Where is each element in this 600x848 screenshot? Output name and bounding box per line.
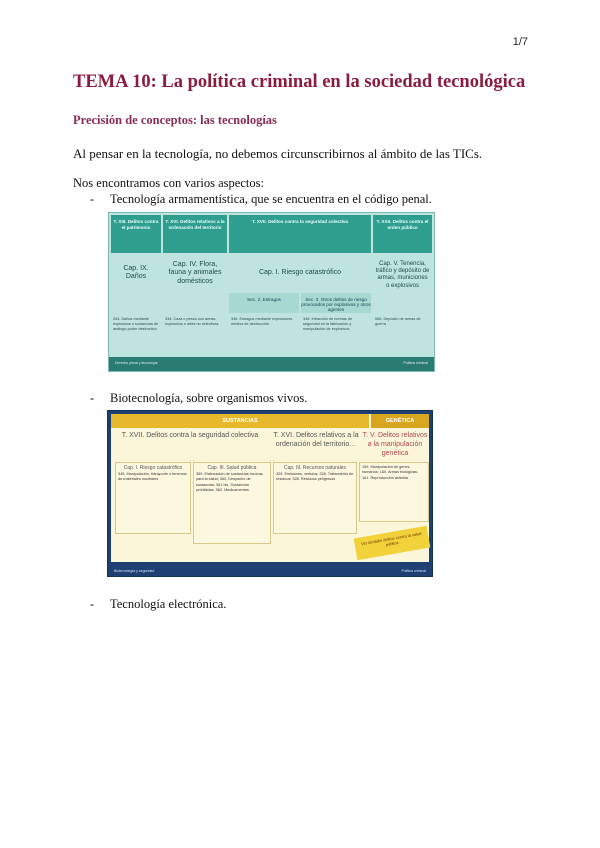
table-note: 566. Depósito de armas de guerra xyxy=(375,317,421,327)
table-note: 346. Estragos mediante explosiones, medios de destrucción xyxy=(231,317,294,327)
box-heading: Cap. III. Recursos naturales xyxy=(284,465,346,471)
bullet-dash: - xyxy=(90,597,95,611)
table-note: 348. Infracción de normas de seguridad en la fabricación y manipulación de explosivos xyxy=(303,317,353,332)
bullet-item xyxy=(90,597,226,612)
box-heading: Cap. I. Riesgo catastrófico xyxy=(123,465,183,471)
slide-footer-left: Derecho penal y tecnología xyxy=(115,361,158,365)
bullet-dash: - xyxy=(90,391,95,405)
bullet-text: Tecnología electrónica. xyxy=(110,597,227,611)
slide-footer-left: Biotecnología y seguridad xyxy=(114,569,155,573)
table-note: 264. Daños mediante explosivos o sustancias de análogo poder destructivo xyxy=(113,317,159,332)
table-header: SUSTANCIAS xyxy=(111,414,369,428)
table-subsection: Sec. 2. Estragos xyxy=(229,293,299,313)
aspects-lead: Nos encontramos con varios aspectos: xyxy=(73,176,264,190)
page-title: TEMA 10: La política criminal en la sociedad tecnológica xyxy=(73,72,526,92)
bullet-text: Biotecnología, sobre organismos vivos. xyxy=(110,391,308,405)
bullet-text: Tecnología armamentística, que se encuentra en el código penal. xyxy=(110,192,432,206)
table-cell: Cap. IV. Flora, fauna y animales domésticos xyxy=(168,261,222,285)
table-note: 334. Caza o pesca con armas, explosivos o artes no selectivas xyxy=(165,317,219,327)
page-number: 1/7 xyxy=(512,36,528,48)
slide-footer xyxy=(109,357,434,371)
intro-paragraph: Al pensar en la tecnología, no debemos circunscribirnos al ámbito de las TICs. xyxy=(73,146,483,161)
table-column-title: T. V. Delitos relativos a la manipulación genética xyxy=(362,432,428,457)
table-box xyxy=(359,462,429,522)
slide-biotech-table xyxy=(107,410,433,577)
table-header: T. XVII. Delitos contra la seguridad colectiva xyxy=(229,215,371,253)
table-column-title: T. XVI. Delitos relativos a la ordenación del territorio… xyxy=(273,432,359,448)
table-subsection: Sec. 3. Otros delitos de riesgo provocados por explosivos y otros agentes xyxy=(301,293,371,313)
table-cell: Cap. V. Tenencia, tráfico y depósito de armas, municiones o explosivos xyxy=(375,261,430,289)
table-box xyxy=(115,462,191,534)
slide-content xyxy=(111,414,429,562)
table-cell: Cap. IX. Daños xyxy=(123,265,149,281)
box-heading: Cap. III. Salud pública xyxy=(207,465,257,471)
section-subtitle: Precisión de conceptos: las tecnologías xyxy=(73,113,277,127)
box-text: 159. Manipulación de genes humanos; 160. Armas biológicas; 161. Reproducción asistida xyxy=(362,465,418,480)
table-header: GENÉTICA xyxy=(371,414,429,428)
table-header: T. XVI. Delitos relativos a la ordenación del territorio xyxy=(163,215,227,253)
table-box xyxy=(273,462,357,534)
box-text: 325. Emisiones, vertidos; 326. Tratamiento de residuos; 328. Residuos peligrosos xyxy=(276,472,354,482)
slide-footer-right: Política criminal xyxy=(403,361,428,365)
bullet-item xyxy=(90,391,307,406)
box-text: 359. Elaboración de sustancias nocivas para la salud; 360. Despacho de sustancias; 361 bis. Sustancias prohibidas; 362. Medicamentos xyxy=(196,472,263,492)
slide-footer-right: Política criminal xyxy=(401,569,426,573)
bullet-dash: - xyxy=(90,192,95,206)
table-box xyxy=(193,462,271,544)
bullet-item xyxy=(90,192,432,207)
slide-weapons-table xyxy=(108,212,435,372)
table-cell: Cap. I. Riesgo catastrófico xyxy=(258,269,342,276)
table-header: T. XIII. Delitos contra el patrimonio xyxy=(111,215,161,253)
table-column-title: T. XVII. Delitos contra la seguridad colectiva xyxy=(121,432,259,439)
table-header: T. XXII. Delitos contra el orden público xyxy=(373,215,432,253)
sticker-note: Ver también delitos contra la salud pública xyxy=(354,526,431,561)
box-text: 345. Manipulación, transporte o tenencia de materiales nucleares xyxy=(118,472,187,482)
